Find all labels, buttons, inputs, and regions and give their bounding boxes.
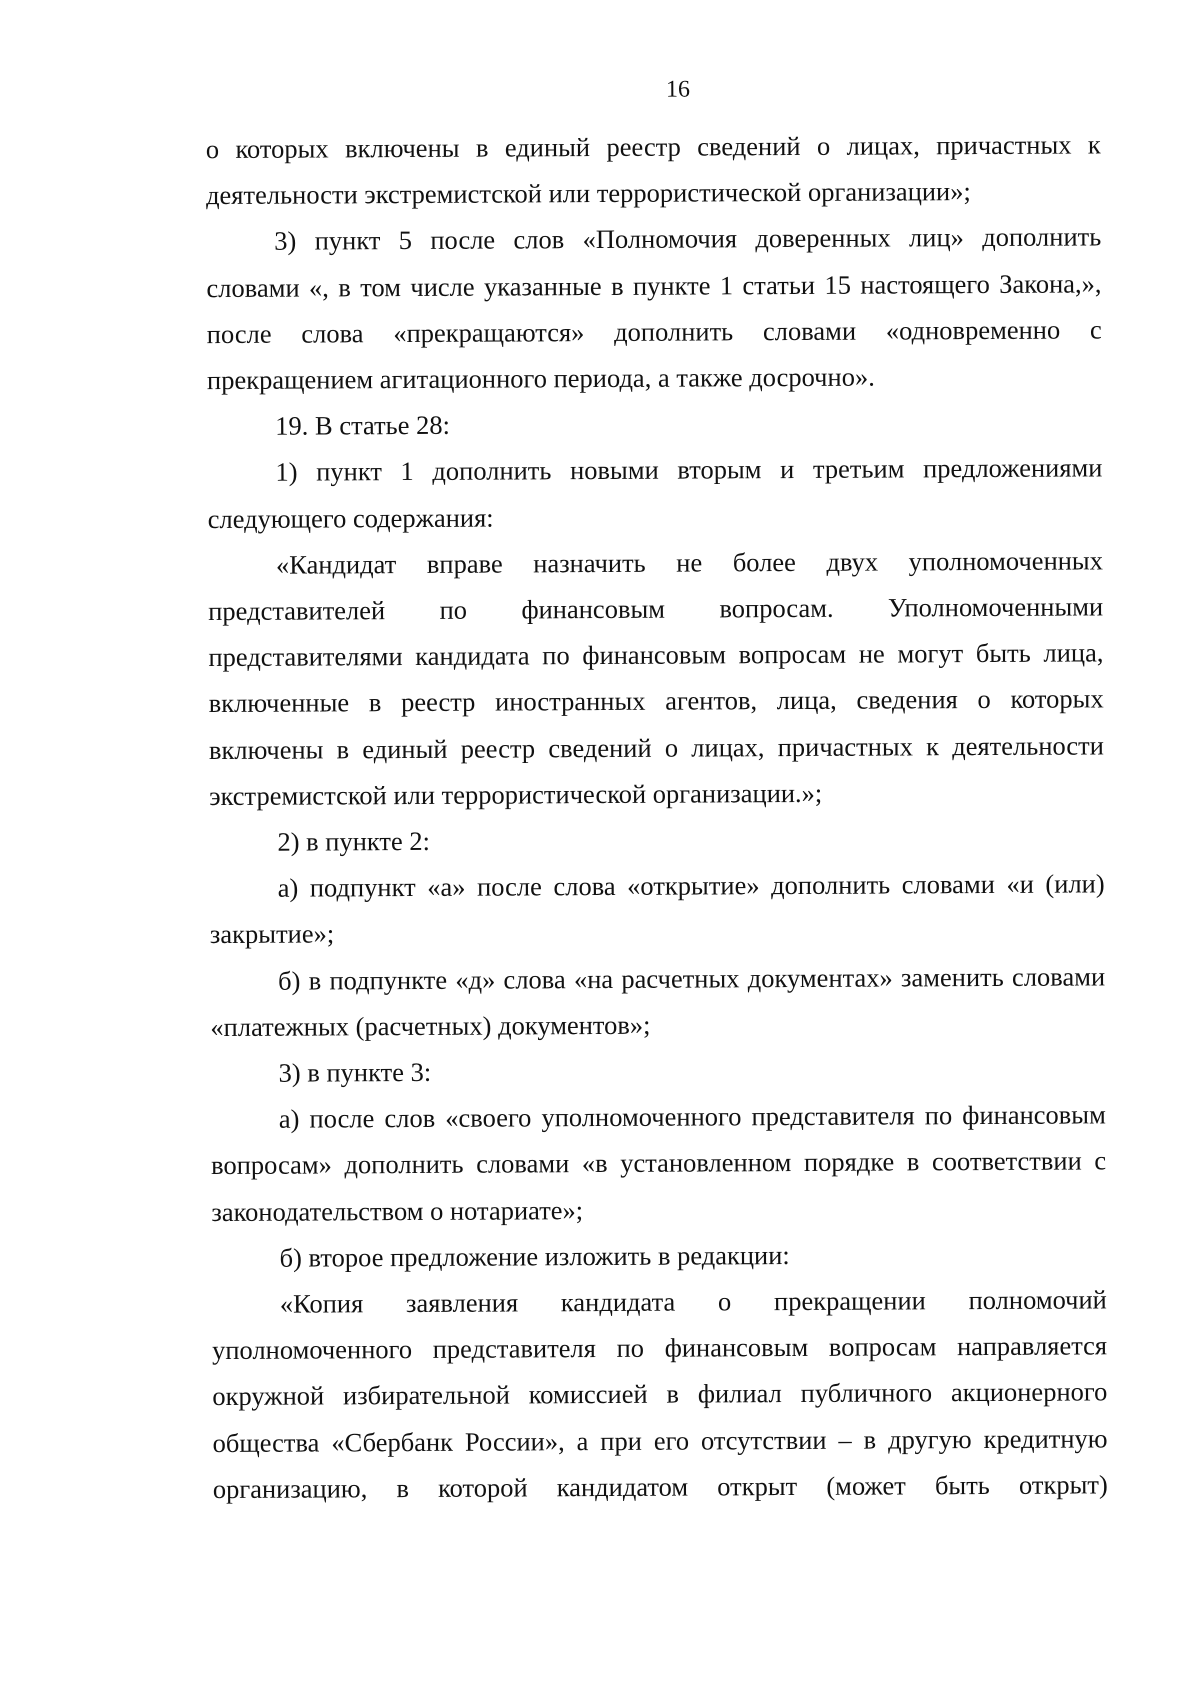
paragraph: о которых включены в единый реестр сведений о лицах, причастных к деятельности экстремистской или террористической организации»; xyxy=(205,129,1101,211)
page-number: 16 xyxy=(665,76,691,103)
paragraph: б) второе предложение изложить в редакции: xyxy=(279,1239,790,1273)
paragraph: 19. В статье 28: xyxy=(275,410,451,441)
paragraph: 1) пункт 1 дополнить новыми вторым и третьим предложениями следующего содержания: xyxy=(207,452,1103,534)
paragraph: 2) в пункте 2: xyxy=(277,825,431,857)
paragraph: а) подпункт «а» после слова «открытие» дополнить словами «и (или) закрытие»; xyxy=(209,868,1105,950)
paragraph: 3) пункт 5 после слов «Полномочия доверенных лиц» дополнить словами «, в том числе указанные в пункте 1 статьи 15 настоящего Закона,», после слова «прекращаются» дополнить словами «одновременно с прекращением агитационного периода, а также досрочно». xyxy=(206,221,1102,396)
paragraph: «Кандидат вправе назначить не более двух уполномоченных представителей по финансовым вопросам. Уполномоченными представителями кандидата по финансовым вопросам не могут быть лица, включенные в реестр иностранных агентов, лица, сведения о которых включены в единый реестр сведений о лицах, причастных к деятельности экстремистской или террористической организации.»; xyxy=(208,545,1104,811)
paragraph: 3) в пункте 3: xyxy=(278,1056,432,1088)
paragraph: а) после слов «своего уполномоченного представителя по финансовым вопросам» дополнить словами «в установленном порядке в соответствии с законодательством о нотариате»; xyxy=(211,1099,1107,1227)
paragraph: б) в подпункте «д» слова «на расчетных документах» заменить словами «платежных (расчетных) документов»; xyxy=(210,961,1106,1042)
document-body xyxy=(206,121,1108,1512)
paragraph: «Копия заявления кандидата о прекращении полномочий уполномоченного представителя по финансовым вопросам направляется окружной избирательной комиссией в филиал публичного акционерного общества «Сбербанк России», а при его отсутствии – в другую кредитную организацию, в которой кандидатом открыт (может быть открыт) xyxy=(211,1284,1108,1504)
